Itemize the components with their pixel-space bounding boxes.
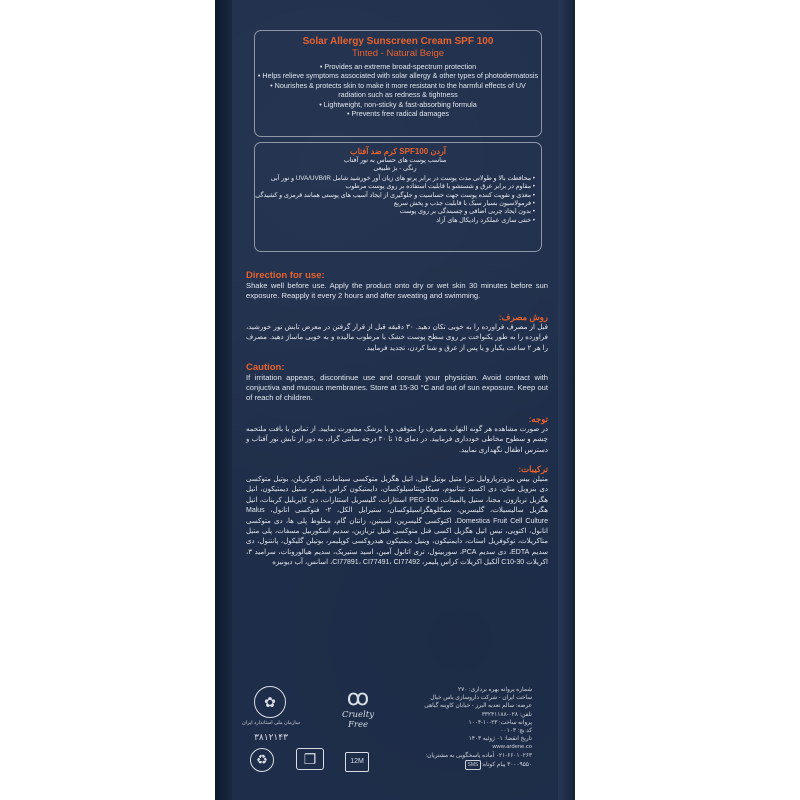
ingredients-fa-heading: ترکیبات: — [518, 464, 548, 474]
feature-item: radiation such as redness & tightness — [338, 90, 458, 100]
caution-fa-section — [246, 414, 548, 456]
feature-list — [255, 62, 541, 118]
persian-tint: رنگی - بژ طبیعی — [373, 164, 417, 172]
box-right-edge — [555, 0, 575, 800]
direction-section — [246, 270, 548, 301]
cruelty-free-text: Cruelty Free — [341, 710, 374, 730]
direction-text: Shake well before use. Apply the product onto dry or wet skin 30 minutes before sun exposure. Reapply it every 2 hours and after sweating and swimming. — [246, 281, 548, 300]
info-line: شماره پروانه بهره برداری: ۲۷۰ — [457, 687, 532, 693]
info-line: ۰۲۱-۶۶۰۱۰۲۶۳ آماده پاسخگویی به مشتریان: — [425, 752, 532, 759]
standard-code: ۳۸۱۲۱۴۳ — [254, 732, 288, 742]
bunny-icon: ꝏ — [346, 685, 370, 710]
pao-icon — [345, 752, 369, 772]
ingredients-fa-text: متیلن بیس بنزوتریازولیل تترا متیل بوتیل فنل، اتیل هگزیل متوکسی سینامات، اکتوکریلن، بوتیل متوکسی دی بنزویل متان، دی اکسید تیتانیوم، سیکلوپنتاسیلوکسان، دایمتیکون کراس پلیمر، ستیل دیمتیکون، اتیل هگزیل تریازون، مجنا، ستیل پالمیتات، PEG-100 استئارات، گلیسریل استئارات، دی کاپریلیل کربنات، اتیل هگزیل سالیسیلات، گلیسرین، سیکلوهگزاسیلوکسان، ستیرایل الکل، ۲- فنوکسی اتانول، Malus Domestica Fruit Cell Culture، اکتوکسی گلیسرین، لسیتین، زانتان گام، مخلوط پلی ها، دی متوکسی اتانول، اکتوپی، تیس اتیل هگزیل اکسی فنل متوکسی فنیل تریازین، سدیم اسکوربیل مسفات، پلی متیل متاکریلات، توکوفریل استات، دایمتیکون، وینیل دیمتیکون هیدروکسی کوپلیمر، بوتیلن گلیکول، پانتنول، دی سدیم EDTA، دی سدیم PCA، سوربیتول، تری اتانول آمین، اسید ستیریک، سدیم هیالورونات، سرامید ۳، اکریلات C10-30 آلکیل اکریلات کراس پلیمر، CI77891، CI77491، CI77492، اسانس، آب دیونیزه — [246, 476, 549, 567]
info-line: تاریخ انقضا: ۰۱ ژوئیه ۱۴۰۳ — [468, 736, 532, 743]
persian-title: کرم ضد آفتاب SPF100 آردن — [350, 147, 446, 156]
caution-fa-heading: توجه: — [528, 414, 548, 424]
footer-area — [232, 680, 558, 800]
read-leaflet-icon: ❐ — [296, 748, 324, 770]
info-line: تلفن: ۰۲۸-۳۳۲۴۱۱۸۸ — [481, 711, 532, 718]
sms-line-text: ۳۰۰۰۹۵۵۰ پیام کوتاه: — [481, 761, 532, 768]
feature-item: • Provides an extreme broad-spectrum protection — [319, 62, 477, 71]
product-info-box — [254, 30, 542, 137]
feature-item: • Lightweight, non-sticky & fast-absorbing formula — [319, 99, 477, 109]
sms-icon: SMS — [465, 760, 482, 770]
info-line: پروانه ساخت: ۲۳-۱۰-۱۰۰۴ — [468, 719, 532, 726]
info-line: عرضه: سالم تعدیه البرز - خیابان کاوینه گیاهی — [424, 703, 532, 710]
persian-feature-item: • مغذی و تقویت کننده پوست جهت حساسیت و جلوگیری از ایجاد آسیب های پوستی همانند قرمزی و کشیدگی — [255, 191, 535, 199]
info-line — [382, 760, 532, 770]
standard-text: سازمان ملی استاندارد ایران — [242, 720, 300, 726]
persian-feature-item: • بدون ایجاد چربی اضافی و چسبندگی بر روی پوست — [399, 208, 535, 216]
direction-heading: Direction for use: — [246, 270, 325, 281]
persian-info-box — [254, 142, 542, 252]
feature-item: • Helps relieve symptoms associated with solar allergy & other types of photodermatosis — [257, 71, 539, 81]
persian-feature-item: • مقاوم در برابر عرق و شستشو با قابلیت استفاده بر روی پوست مرطوب — [345, 183, 535, 191]
pao-label: 12M — [350, 758, 364, 765]
manufacturer-info — [382, 686, 532, 770]
caution-heading: Caution: — [246, 362, 285, 373]
standard-emblem-icon: ✿ — [254, 686, 286, 718]
persian-feature-list — [255, 175, 541, 225]
persian-feature-item: • فرمولاسیون بسیار سبک با قابلیت جذب و پخش سریع — [393, 199, 535, 207]
caution-section — [246, 362, 548, 403]
feature-item: • Prevents free radical damages — [347, 109, 449, 119]
feature-item: • Nourishes & protects skin to make it more resistant to the harmful effects of UV — [270, 80, 526, 90]
direction-fa-section — [246, 312, 548, 354]
recycle-icon: ♻ — [250, 748, 274, 772]
direction-fa-text: قبل از مصرف فراورده را به خوبی تکان دهید. ۳۰ دقیقه قبل از قرار گرفتن در معرض تابش نور خورشید، فراورده را به طور یکنواخت بر روی سطح پوست خشک یا مرطوب مالیده و به خوبی ماساژ دهید. مصرف را هر ۲ ساعت یکبار و یا پس از عرق و شنا کردن، تجدید فرمایید. — [246, 324, 548, 352]
cruelty-free-logo — [338, 686, 378, 744]
caution-fa-text: در صورت مشاهده هر گونه التهاب مصرف را متوقف و با پزشک مشورت نمایید. از تماس با بافت ملتحمه چشم و سطوح مخاطی خودداری فرمایید. در دمای ۱۵ تا ۳۰ درجه سانتی گراد، به دور از تابش نور آفتاب و دسترس اطفال نگهداری نمایید. — [246, 426, 548, 454]
persian-feature-item: • خنثی سازی عملکرد رادیکال های آزاد — [436, 216, 535, 224]
ingredients-fa-section — [246, 464, 548, 569]
persian-subtitle: مناسب پوست های حساس به نور آفتاب — [343, 156, 447, 164]
caution-text: If irritation appears, discontinue use and consult your physician. Avoid contact with conjuctiva and mucous membranes. Store at 15-30 °C and out of sun exposure. Keep out of reach of children. — [246, 373, 548, 402]
info-line: کد بچ: ۰۰۱۰۳ — [500, 728, 532, 735]
persian-feature-item: • محافظت بالا و طولانی مدت پوست در برابر پرتو های زیان آور خورشید شامل UVA/UVB/IR و نور آبی — [270, 175, 535, 183]
package-back-panel — [232, 0, 558, 800]
product-subtitle: Tinted - Natural Beige — [351, 48, 445, 59]
direction-fa-heading: روش مصرف: — [498, 312, 548, 322]
website-text: www.ardene.co — [492, 744, 532, 751]
info-line: ساخت ایران - شرکت داروسازی یاس خیال — [430, 695, 532, 702]
product-title: Solar Allergy Sunscreen Cream SPF 100 — [302, 36, 494, 47]
